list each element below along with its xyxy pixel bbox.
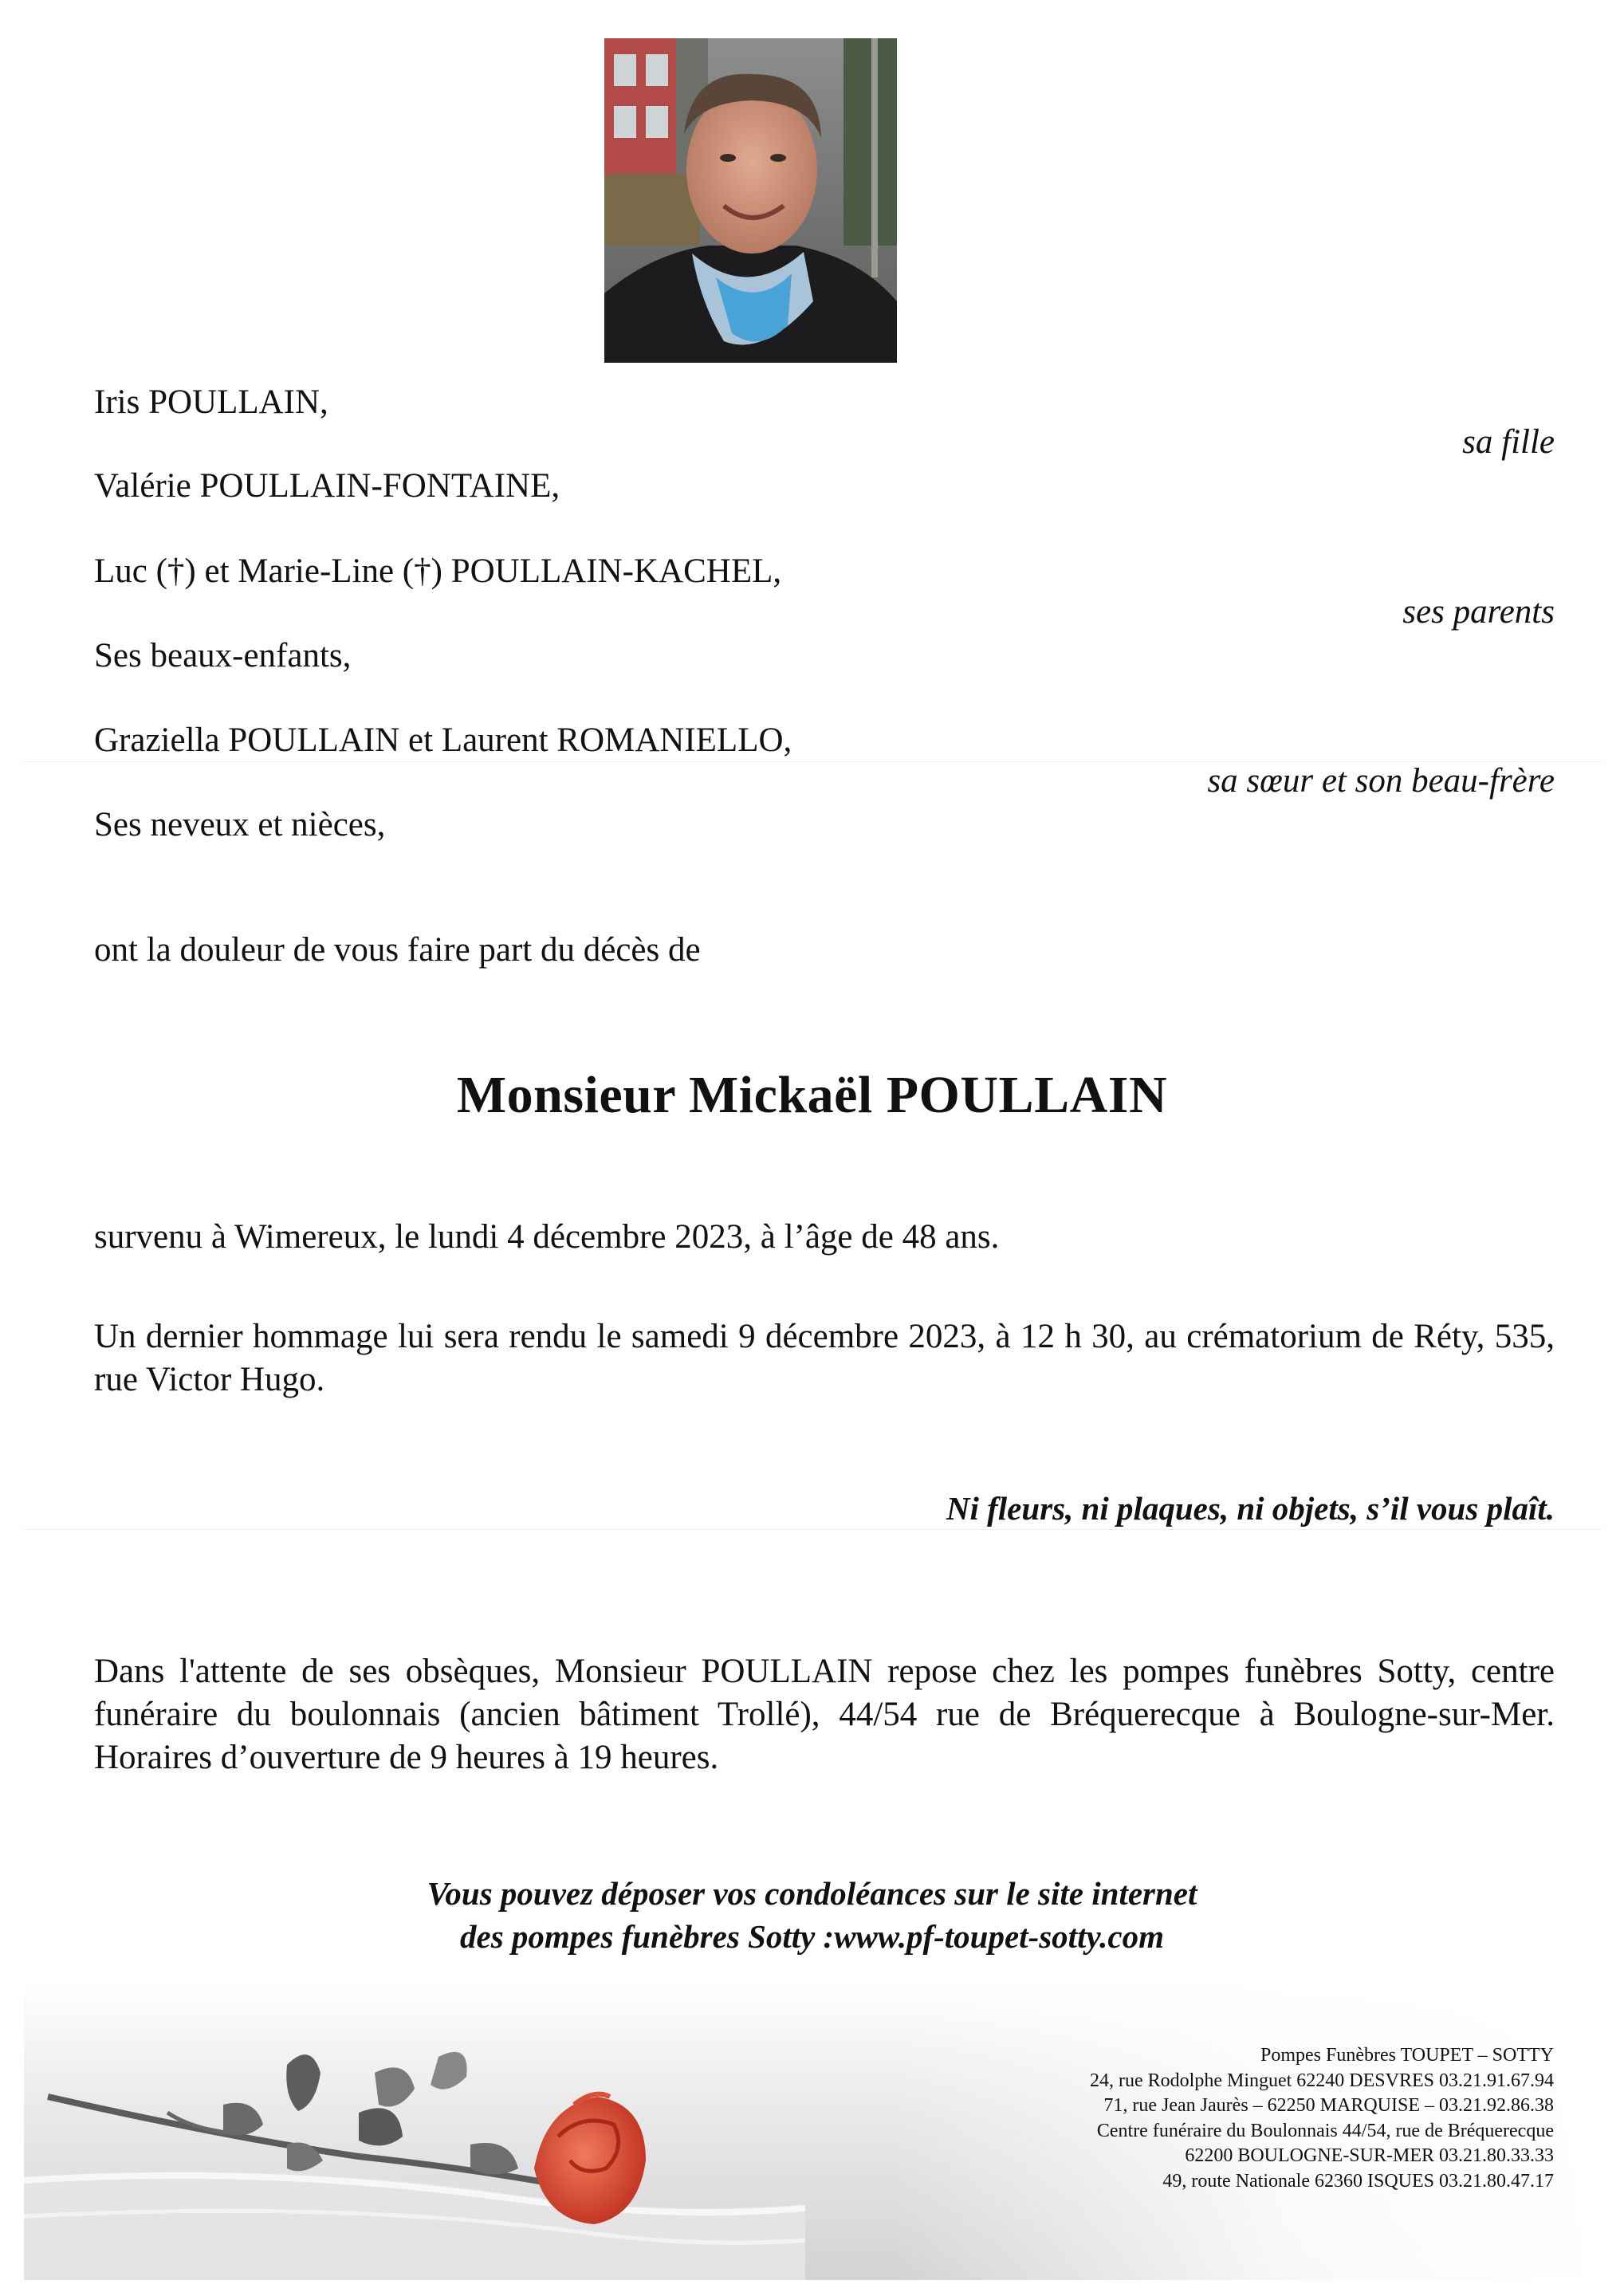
funeral-home-address-isques: 49, route Nationale 62360 ISQUES 03.21.80.47.17 (1162, 2170, 1554, 2192)
family-line-partner: Valérie POULLAIN-FONTAINE, (94, 467, 560, 505)
portrait-image (604, 38, 897, 363)
funeral-home-contact (1090, 2043, 1554, 2194)
family-line-parents: Luc (†) et Marie-Line (†) POULLAIN-KACHEL, (94, 552, 782, 590)
relation-sibling: sa sœur et son beau-frère (1207, 762, 1555, 800)
funeral-home-address-boulogne: 62200 BOULOGNE-SUR-MER 03.21.80.33.33 (1185, 2145, 1554, 2166)
death-info: survenu à Wimereux, le lundi 4 décembre 2023, à l’âge de 48 ans. (94, 1218, 1000, 1256)
no-flowers-notice: Ni fleurs, ni plaques, ni objets, s’il vous plaît. (946, 1490, 1555, 1527)
family-line-stepchildren: Ses beaux-enfants, (94, 637, 352, 674)
announcement-text: ont la douleur de vous faire part du décès de (94, 931, 701, 969)
relation-parents: ses parents (1402, 593, 1555, 631)
condolences-line-1: Vous pouvez déposer vos condoléances sur le site internet (427, 1875, 1197, 1912)
deceased-name: Monsieur Mickaël POULLAIN (456, 1066, 1168, 1124)
condolences-line-2: des pompes funèbres Sotty :www.pf-toupet-sotty.com (460, 1918, 1164, 1955)
funeral-home-address-boulonnais: Centre funéraire du Boulonnais 44/54, rue de Bréquerecque (1096, 2120, 1554, 2141)
relation-daughter: sa fille (1462, 423, 1555, 461)
family-line-daughter: Iris POULLAIN, (94, 383, 328, 421)
repose-info: Dans l'attente de ses obsèques, Monsieur POULLAIN repose chez les pompes funèbres Sotty, centre funéraire du boulonnais (ancien bâtiment Trollé), 44/54 rue de Bréquerecque à Boulogne-sur-Mer. Horaires d’ouverture de 9 heures à 19 heures. (94, 1653, 1555, 1776)
funeral-home-address-marquise: 71, rue Jean Jaurès – 62250 MARQUISE – 03.21.92.86.38 (1103, 2095, 1554, 2116)
family-line-sibling: Graziella POULLAIN et Laurent ROMANIELLO, (94, 721, 792, 759)
portrait-photo (604, 38, 897, 363)
separator-line (24, 1529, 1602, 1530)
funeral-home-address-desvres: 24, rue Rodolphe Minguet 62240 DESVRES 03.21.91.67.94 (1090, 2070, 1554, 2091)
family-line-nephews: Ses neveux et nièces, (94, 806, 386, 843)
condolences-block (0, 1872, 1624, 1958)
ceremony-info: Un dernier hommage lui sera rendu le samedi 9 décembre 2023, à 12 h 30, au crématorium de Réty, 535, rue Victor Hugo. (94, 1318, 1555, 1398)
funeral-home-name: Pompes Funèbres TOUPET – SOTTY (1260, 2045, 1554, 2066)
